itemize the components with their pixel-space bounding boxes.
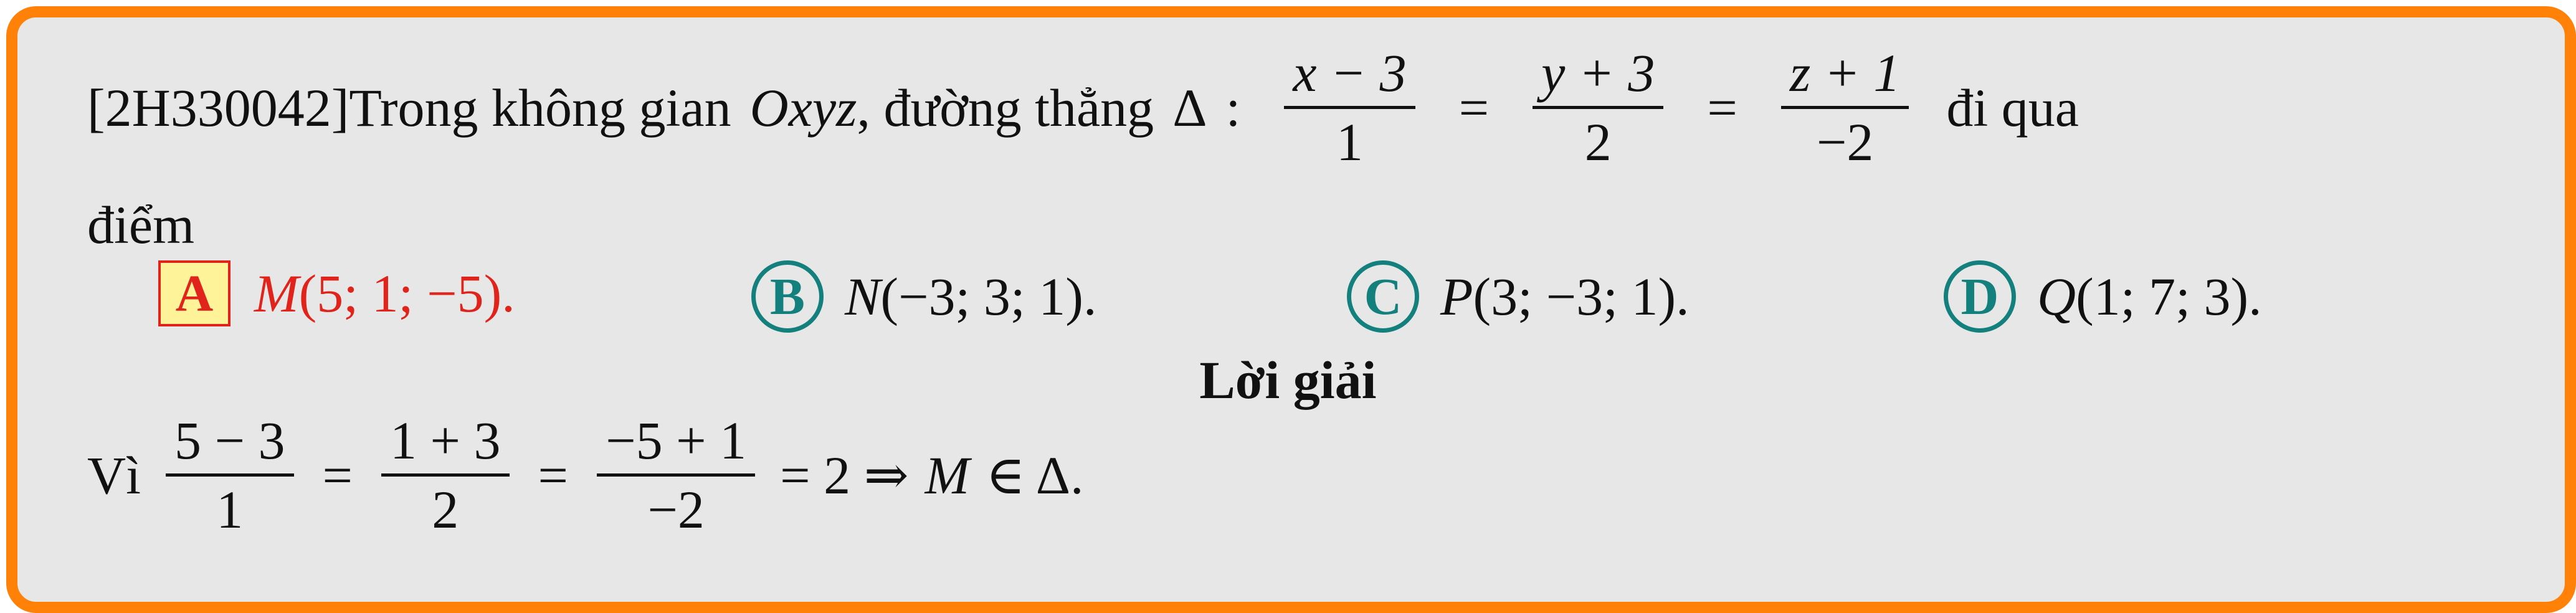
solution-result: = 2 ⇒ bbox=[780, 445, 909, 505]
fraction-denominator: 1 bbox=[216, 480, 244, 540]
question-continuation-text: điểm bbox=[87, 195, 194, 255]
line-name: Δ bbox=[1172, 77, 1207, 138]
equals-sign: = bbox=[322, 445, 353, 505]
question-continuation bbox=[87, 195, 194, 255]
solution-fraction-2 bbox=[381, 412, 510, 538]
choice-b-point: N bbox=[845, 267, 881, 326]
solution-point: M bbox=[924, 445, 970, 505]
choice-d-badge: D bbox=[1944, 260, 2016, 333]
choice-c-coords: (3; −3; 1). bbox=[1473, 267, 1690, 326]
question-text-before: Trong không gian bbox=[349, 77, 731, 138]
choice-b-badge: B bbox=[751, 260, 824, 333]
fraction-denominator: 1 bbox=[1336, 112, 1364, 173]
equation-fraction-y bbox=[1533, 45, 1663, 171]
choice-b-coords: (−3; 3; 1). bbox=[880, 267, 1097, 326]
equals-sign: = bbox=[1458, 77, 1490, 138]
fraction-denominator: −2 bbox=[647, 480, 705, 540]
choice-d[interactable] bbox=[1944, 260, 2262, 333]
colon: : bbox=[1225, 77, 1241, 138]
solution-intro: Vì bbox=[87, 445, 141, 505]
equals-sign: = bbox=[1707, 77, 1737, 138]
equation-fraction-z bbox=[1781, 45, 1909, 171]
solution-fraction-1 bbox=[166, 412, 294, 538]
question-text-middle: , đường thẳng bbox=[857, 77, 1154, 138]
fraction-numerator: y + 3 bbox=[1541, 43, 1655, 103]
fraction-numerator: 5 − 3 bbox=[174, 411, 285, 470]
choice-c-point: P bbox=[1440, 267, 1473, 326]
equation-fraction-x bbox=[1284, 45, 1415, 171]
choice-b[interactable] bbox=[751, 260, 1096, 333]
fraction-denominator: 2 bbox=[432, 480, 459, 540]
choice-a-coords: (5; 1; −5). bbox=[298, 264, 515, 323]
fraction-bar bbox=[1284, 106, 1415, 109]
question-code: [2H330042] bbox=[87, 77, 349, 138]
fraction-numerator: z + 1 bbox=[1789, 43, 1901, 103]
fraction-bar bbox=[1533, 106, 1663, 109]
solution-member: ∈ Δ. bbox=[986, 445, 1084, 505]
choice-a-badge: A bbox=[158, 260, 231, 326]
question-line bbox=[87, 45, 2079, 171]
choice-c-badge: C bbox=[1347, 260, 1419, 333]
fraction-numerator: x − 3 bbox=[1293, 43, 1407, 103]
solution-line bbox=[87, 412, 1084, 538]
fraction-bar bbox=[381, 473, 510, 477]
choice-d-point: Q bbox=[2037, 267, 2076, 326]
choice-c[interactable] bbox=[1347, 260, 1690, 333]
solution-fraction-3 bbox=[597, 412, 755, 538]
fraction-denominator: −2 bbox=[1816, 112, 1874, 173]
question-text-after: đi qua bbox=[1946, 77, 2079, 138]
fraction-bar bbox=[1781, 106, 1909, 109]
choice-a[interactable] bbox=[158, 260, 515, 326]
choice-a-point: M bbox=[254, 264, 299, 323]
choice-d-coords: (1; 7; 3). bbox=[2076, 267, 2262, 326]
fraction-bar bbox=[597, 473, 755, 477]
solution-heading: Lời giải bbox=[1199, 350, 1377, 410]
fraction-denominator: 2 bbox=[1584, 112, 1612, 173]
fraction-numerator: −5 + 1 bbox=[606, 411, 747, 470]
fraction-bar bbox=[166, 473, 294, 477]
equals-sign: = bbox=[538, 445, 569, 505]
space-name: Oxyz bbox=[749, 77, 857, 138]
fraction-numerator: 1 + 3 bbox=[390, 411, 501, 470]
